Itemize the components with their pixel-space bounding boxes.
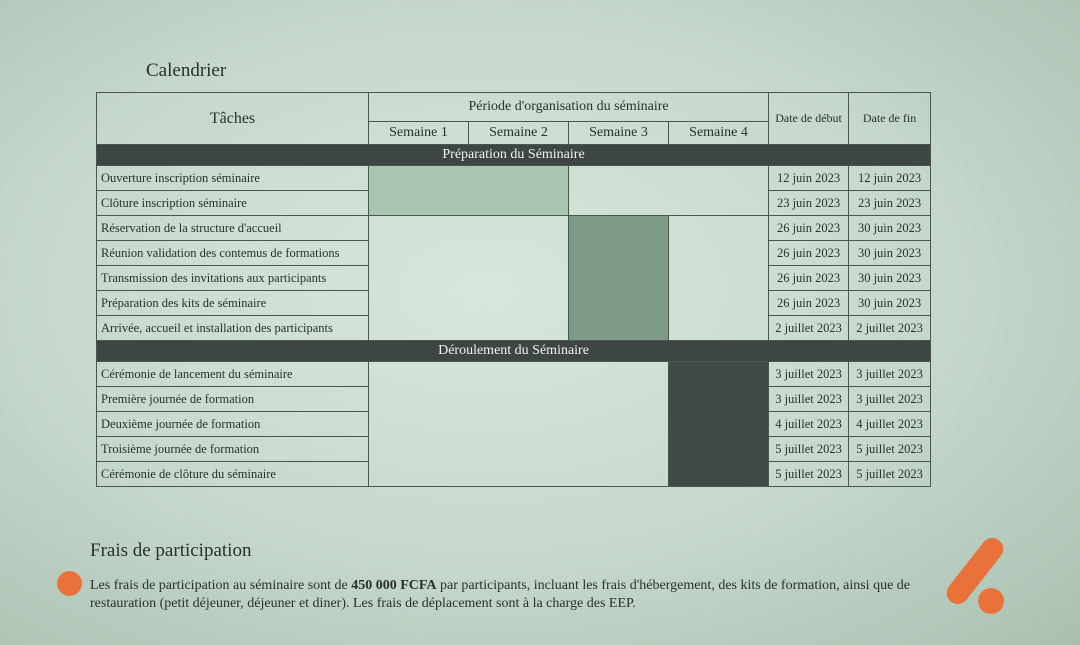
brand-logo-dot-icon bbox=[978, 588, 1004, 614]
gantt-empty-cell bbox=[669, 166, 769, 216]
gantt-bar-preparation bbox=[569, 216, 669, 341]
section-deroulement: Déroulement du Séminaire bbox=[97, 341, 931, 362]
task-label: Réunion validation des contemus de formations bbox=[97, 241, 369, 266]
task-label: Clôture inscription séminaire bbox=[97, 191, 369, 216]
end-date: 2 juillet 2023 bbox=[849, 316, 931, 341]
task-label: Ouverture inscription séminaire bbox=[97, 166, 369, 191]
gantt-empty-cell bbox=[669, 216, 769, 341]
gantt-bar-seminar bbox=[669, 362, 769, 487]
end-date: 12 juin 2023 bbox=[849, 166, 931, 191]
fees-title: Frais de participation bbox=[90, 540, 252, 561]
gantt-bar-inscription bbox=[469, 166, 569, 216]
task-label: Deuxième journée de formation bbox=[97, 412, 369, 437]
end-date: 4 juillet 2023 bbox=[849, 412, 931, 437]
start-date: 2 juillet 2023 bbox=[769, 316, 849, 341]
start-date: 26 juin 2023 bbox=[769, 291, 849, 316]
header-tasks: Tâches bbox=[97, 93, 369, 145]
end-date: 30 juin 2023 bbox=[849, 241, 931, 266]
start-date: 4 juillet 2023 bbox=[769, 412, 849, 437]
header-week-3: Semaine 3 bbox=[569, 122, 669, 145]
end-date: 30 juin 2023 bbox=[849, 291, 931, 316]
end-date: 30 juin 2023 bbox=[849, 216, 931, 241]
header-start-date: Date de début bbox=[769, 93, 849, 145]
start-date: 26 juin 2023 bbox=[769, 241, 849, 266]
start-date: 5 juillet 2023 bbox=[769, 462, 849, 487]
bullet-dot-icon bbox=[57, 571, 82, 596]
gantt-empty-cell bbox=[369, 216, 569, 341]
end-date: 5 juillet 2023 bbox=[849, 437, 931, 462]
header-week-2: Semaine 2 bbox=[469, 122, 569, 145]
start-date: 3 juillet 2023 bbox=[769, 362, 849, 387]
task-label: Cérémonie de lancement du séminaire bbox=[97, 362, 369, 387]
start-date: 26 juin 2023 bbox=[769, 216, 849, 241]
calendar-title: Calendrier bbox=[146, 60, 227, 81]
start-date: 26 juin 2023 bbox=[769, 266, 849, 291]
task-label: Réservation de la structure d'accueil bbox=[97, 216, 369, 241]
fees-text-after: par participants, incluant les frais d'hébergement, des kits de formation, ainsi que de restauration (petit déjeuner, déjeuner et diner). Les frais de déplacement sont à la charge des EEP. bbox=[90, 578, 911, 611]
start-date: 3 juillet 2023 bbox=[769, 387, 849, 412]
calendar-table bbox=[96, 92, 931, 487]
end-date: 3 juillet 2023 bbox=[849, 362, 931, 387]
header-week-1: Semaine 1 bbox=[369, 122, 469, 145]
fees-amount: 450 000 FCFA bbox=[351, 578, 437, 593]
end-date: 23 juin 2023 bbox=[849, 191, 931, 216]
section-preparation: Préparation du Séminaire bbox=[97, 145, 931, 166]
gantt-bar-inscription bbox=[369, 166, 469, 216]
gantt-empty-cell bbox=[369, 362, 669, 487]
fees-text-before: Les frais de participation au séminaire sont de bbox=[90, 578, 352, 593]
fees-paragraph bbox=[90, 577, 930, 613]
task-label: Préparation des kits de séminaire bbox=[97, 291, 369, 316]
header-period: Période d'organisation du séminaire bbox=[369, 93, 769, 122]
start-date: 12 juin 2023 bbox=[769, 166, 849, 191]
task-label: Troisième journée de formation bbox=[97, 437, 369, 462]
task-label: Arrivée, accueil et installation des participants bbox=[97, 316, 369, 341]
task-label: Transmission des invitations aux participants bbox=[97, 266, 369, 291]
start-date: 5 juillet 2023 bbox=[769, 437, 849, 462]
end-date: 30 juin 2023 bbox=[849, 266, 931, 291]
end-date: 3 juillet 2023 bbox=[849, 387, 931, 412]
end-date: 5 juillet 2023 bbox=[849, 462, 931, 487]
task-label: Cérémonie de clôture du séminaire bbox=[97, 462, 369, 487]
header-week-4: Semaine 4 bbox=[669, 122, 769, 145]
task-label: Première journée de formation bbox=[97, 387, 369, 412]
start-date: 23 juin 2023 bbox=[769, 191, 849, 216]
gantt-empty-cell bbox=[569, 166, 669, 216]
header-end-date: Date de fin bbox=[849, 93, 931, 145]
